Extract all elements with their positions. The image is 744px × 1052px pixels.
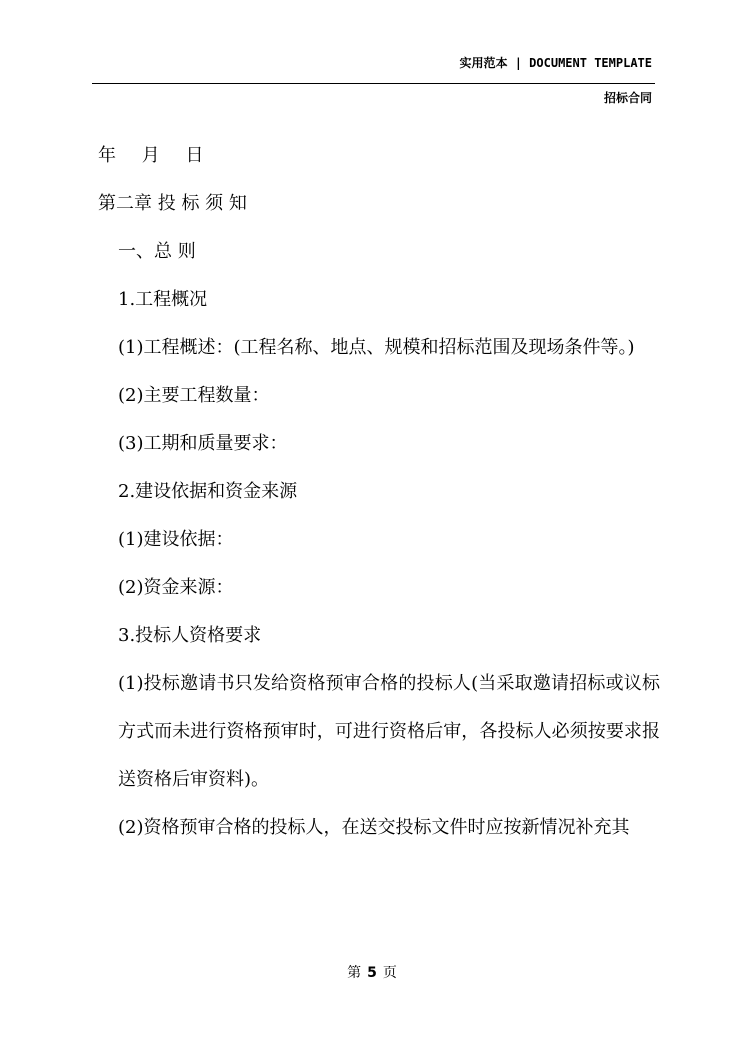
chapter-title: 第二章 投 标 须 知 [98,193,247,214]
item-bidder-qualification: 3.投标人资格要求 [118,625,262,646]
page-number: 5 [367,965,377,981]
item-invitation-rule: (1)投标邀请书只发给资格预审合格的投标人(当采取邀请招标或议标方式而未进行资格预审时，可进行资格后审，各投标人必须按要求报送资格后审资料)。 [118,673,660,790]
page-suffix: 页 [382,965,397,981]
section-general: 一、总 则 [118,241,196,262]
item-basis-funding: 2.建设依据和资金来源 [118,481,298,502]
date-line: 年 月 日 [98,145,214,166]
item-schedule-quality: (3)工期和质量要求： [118,433,288,454]
page-footer [0,962,744,982]
item-construction-basis: (1)建设依据： [118,529,234,550]
header-divider [92,83,655,84]
item-project-description: (1)工程概述：(工程名称、地点、规模和招标范围及现场条件等。) [118,337,635,358]
document-header-title: 实用范本 | DOCUMENT TEMPLATE [459,56,652,70]
item-project-overview: 1.工程概况 [118,289,208,310]
page-prefix: 第 [347,965,362,981]
item-prequalified-bidders: (2)资格预审合格的投标人，在送交投标文件时应按新情况补充其 [118,817,630,838]
document-category: 招标合同 [603,91,652,105]
document-body [98,132,660,852]
item-main-quantities: (2)主要工程数量： [118,385,270,406]
item-funding-source: (2)资金来源： [118,577,234,598]
